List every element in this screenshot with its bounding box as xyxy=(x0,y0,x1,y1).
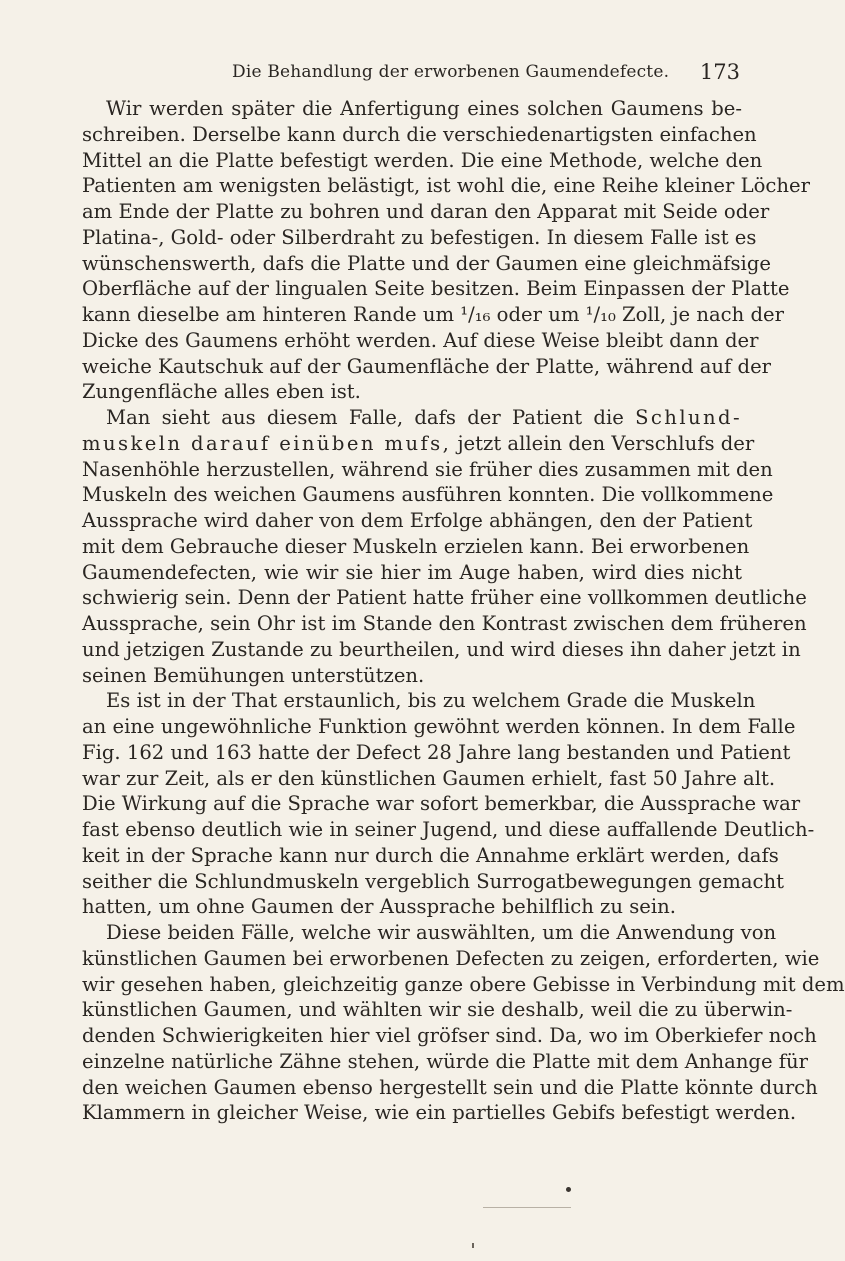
text-line xyxy=(82,637,801,663)
text-run: den weichen Gaumen ebenso hergestellt sein und die Platte könnte durch xyxy=(82,1075,818,1099)
text-line xyxy=(82,199,770,225)
text-line xyxy=(82,251,771,277)
text-run: Muskeln des weichen Gaumens ausführen konnten. Die vollkommene xyxy=(82,483,774,507)
text-line xyxy=(82,817,815,843)
text-line xyxy=(82,766,776,792)
text-line xyxy=(82,997,793,1023)
text-run: mit dem Gebrauche dieser Muskeln erzielen kann. Bei erworbenen xyxy=(82,534,750,558)
text-run: Oberfläche auf der lingualen Seite besitzen. Beim Einpassen der Platte xyxy=(82,277,790,301)
printer-rule xyxy=(483,1207,571,1208)
text-run: künstlichen Gaumen, und wählten wir sie deshalb, weil die zu überwin- xyxy=(82,998,793,1022)
text-line xyxy=(82,688,756,714)
text-line xyxy=(82,534,750,560)
body-text xyxy=(82,96,845,1126)
text-line xyxy=(82,328,759,354)
text-line xyxy=(82,482,774,508)
text-run: kann dieselbe am hinteren Rande um ¹/₁₆ oder um ¹/₁₀ Zoll, je nach der xyxy=(82,303,784,326)
printer-mark-tick xyxy=(472,1243,474,1248)
text-run: Diese beiden Fälle, welche wir auswählten, um die Anwendung von xyxy=(106,921,777,944)
emphasis-spaced-text: Schlund- xyxy=(635,406,742,429)
text-line xyxy=(82,560,742,586)
text-line xyxy=(82,843,779,869)
text-run: keit in der Sprache kann nur durch die Annahme erklärt werden, dafs xyxy=(82,843,779,867)
text-run: Wir werden später die Anfertigung eines solchen Gaumens be- xyxy=(106,97,742,120)
text-run: schreiben. Derselbe kann durch die verschiedenartigsten einfachen xyxy=(82,122,757,146)
text-line xyxy=(82,457,773,483)
text-run: Nasenhöhle herzustellen, während sie früher dies zusammen mit den xyxy=(82,457,773,481)
text-run: Klammern in gleicher Weise, wie ein partielles Gebifs befestigt werden. xyxy=(82,1101,797,1125)
text-run: Patienten am wenigsten belästigt, ist wohl die, eine Reihe kleiner Löcher xyxy=(82,174,810,198)
text-run: Aussprache wird daher von dem Erfolge abhängen, den der Patient xyxy=(82,509,753,532)
text-line xyxy=(82,611,807,637)
text-line xyxy=(82,96,742,122)
text-run: seither die Schlundmuskeln vergeblich Surrogatbewegungen gemacht xyxy=(82,869,785,893)
text-run: Gaumendefecten, wie wir sie hier im Auge haben, wird dies nicht xyxy=(82,560,742,584)
text-line xyxy=(82,1075,818,1101)
text-run: fast ebenso deutlich wie in seiner Jugend, und diese auffallende Deutlich- xyxy=(82,818,815,841)
text-line xyxy=(82,1100,797,1126)
text-line xyxy=(82,663,742,689)
running-head: Die Behandlung der erworbenen Gaumendefecte. xyxy=(232,62,670,82)
text-run: Fig. 162 und 163 hatte der Defect 28 Jahre lang bestanden und Patient xyxy=(82,740,791,764)
text-run: Man sieht aus diesem Falle, dafs der Patient die xyxy=(106,406,636,429)
text-line xyxy=(82,508,753,534)
text-run: Mittel an die Platte befestigt werden. Die eine Methode, welche den xyxy=(82,148,763,172)
text-line xyxy=(82,122,757,148)
text-run: an eine ungewöhnliche Funktion gewöhnt werden können. In dem Falle xyxy=(82,715,796,738)
text-line xyxy=(82,405,742,431)
text-run: Es ist in der That erstaunlich, bis zu welchem Grade die Muskeln xyxy=(106,689,756,713)
text-line xyxy=(82,946,820,972)
text-run: jetzt allein den Verschlufs der xyxy=(451,431,755,455)
text-line xyxy=(82,431,755,457)
text-run: am Ende der Platte zu bohren und daran den Apparat mit Seide oder xyxy=(82,200,770,223)
text-run: wir gesehen haben, gleichzeitig ganze obere Gebisse in Verbindung mit dem xyxy=(82,972,845,996)
text-run: Dicke des Gaumens erhöht werden. Auf diese Weise bleibt dann der xyxy=(82,328,759,352)
text-run: Aussprache, sein Ohr ist im Stande den Kontrast zwischen dem früheren xyxy=(82,612,807,635)
text-line xyxy=(82,740,791,766)
text-line xyxy=(82,173,810,199)
text-line xyxy=(82,791,801,817)
printer-mark-dot xyxy=(566,1187,571,1192)
page-number: 173 xyxy=(699,60,740,84)
text-run: Zungenfläche alles eben ist. xyxy=(82,380,361,404)
text-line xyxy=(82,869,785,895)
text-line xyxy=(82,225,757,251)
text-run: Platina-, Gold- oder Silberdraht zu befestigen. In diesem Falle ist es xyxy=(82,225,757,249)
text-run: und jetzigen Zustande zu beurtheilen, und wird dieses ihn daher jetzt in xyxy=(82,637,801,661)
text-line xyxy=(82,920,777,946)
text-line xyxy=(82,148,763,174)
emphasis-spaced-text: muskeln darauf einüben mufs, xyxy=(82,431,452,455)
page-header xyxy=(82,60,740,88)
text-line xyxy=(82,1049,809,1075)
text-run: künstlichen Gaumen bei erworbenen Defecten zu zeigen, erforderten, wie xyxy=(82,946,820,970)
text-line xyxy=(82,894,742,920)
text-run: weiche Kautschuk auf der Gaumenfläche der Platte, während auf der xyxy=(82,354,772,378)
text-line xyxy=(82,276,790,302)
text-run: Die Wirkung auf die Sprache war sofort bemerkbar, die Aussprache war xyxy=(82,792,801,816)
text-run: hatten, um ohne Gaumen der Aussprache behilflich zu sein. xyxy=(82,895,676,919)
text-line xyxy=(82,585,807,611)
text-run: denden Schwierigkeiten hier viel gröfser sind. Da, wo im Oberkiefer noch xyxy=(82,1024,817,1047)
text-line xyxy=(82,972,845,998)
text-line xyxy=(82,1023,817,1049)
text-line xyxy=(82,714,796,740)
text-run: einzelne natürliche Zähne stehen, würde die Platte mit dem Anhange für xyxy=(82,1049,809,1073)
text-line xyxy=(82,354,772,380)
text-line xyxy=(82,379,742,405)
text-run: war zur Zeit, als er den künstlichen Gaumen erhielt, fast 50 Jahre alt. xyxy=(82,766,776,790)
text-line xyxy=(82,302,784,328)
text-run: schwierig sein. Denn der Patient hatte früher eine vollkommen deutliche xyxy=(82,586,807,610)
text-run: seinen Bemühungen unterstützen. xyxy=(82,663,425,687)
text-run: wünschenswerth, dafs die Platte und der Gaumen eine gleichmäfsige xyxy=(82,251,771,275)
